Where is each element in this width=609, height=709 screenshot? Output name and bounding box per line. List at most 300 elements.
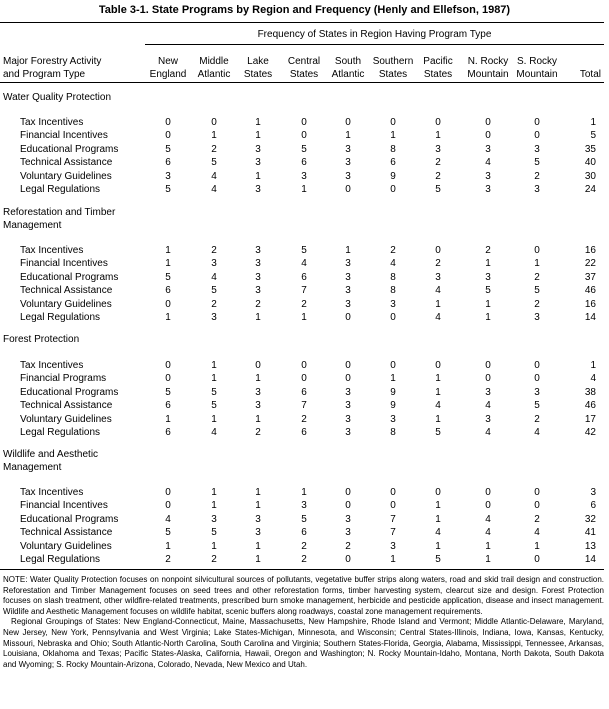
table-cell: 1 xyxy=(211,500,217,512)
column-header-line: States xyxy=(243,69,273,80)
table-cell: 0 xyxy=(435,245,441,256)
table-cell: 2 xyxy=(534,170,540,182)
table-cell: 1 xyxy=(485,312,491,323)
table-cell: 8 xyxy=(390,143,396,155)
table-cell: 0 xyxy=(345,360,351,371)
table-cell: 8 xyxy=(390,285,396,297)
table-row xyxy=(0,526,604,539)
table-cell: 7 xyxy=(390,513,396,525)
table-cell: 3 xyxy=(255,271,261,283)
first-column-header xyxy=(3,55,101,81)
total-cell: 38 xyxy=(584,386,596,398)
table-cell: 1 xyxy=(165,413,171,425)
total-cell: 3 xyxy=(590,487,596,498)
table-cell: 3 xyxy=(255,527,261,539)
table-row xyxy=(0,386,604,399)
table-cell: 0 xyxy=(345,184,351,195)
table-cell: 6 xyxy=(165,400,171,412)
table-cell: 1 xyxy=(211,130,217,142)
table-cell: 5 xyxy=(301,245,307,256)
table-cell: 0 xyxy=(390,500,396,512)
program-type-label: Technical Assistance xyxy=(20,157,113,169)
table-cell: 0 xyxy=(255,360,261,371)
first-column-header-line: and Program Type xyxy=(3,69,86,80)
table-cell: 2 xyxy=(435,170,441,182)
table-row xyxy=(0,183,604,196)
top-rule xyxy=(0,22,604,23)
table-cell: 1 xyxy=(485,258,491,270)
table-cell: 4 xyxy=(435,312,441,323)
table-cell: 5 xyxy=(301,143,307,155)
section-title xyxy=(3,206,115,232)
table-cell: 1 xyxy=(211,373,217,385)
table-cell: 5 xyxy=(435,427,441,438)
program-type-label: Technical Assistance xyxy=(20,400,113,412)
table-cell: 0 xyxy=(485,487,491,498)
table-cell: 6 xyxy=(165,427,171,438)
program-type-label: Technical Assistance xyxy=(20,527,113,539)
table-cell: 3 xyxy=(165,170,171,182)
table-cell: 2 xyxy=(211,143,217,155)
program-type-label: Financial Programs xyxy=(20,373,107,385)
table-cell: 0 xyxy=(345,312,351,323)
table-cell: 5 xyxy=(211,386,217,398)
column-header-line: Lake xyxy=(247,56,269,67)
table-cell: 0 xyxy=(165,487,171,498)
column-header xyxy=(467,55,508,81)
total-cell: 5 xyxy=(590,130,596,142)
total-cell: 14 xyxy=(584,554,596,565)
table-cell: 6 xyxy=(165,157,171,169)
table-cell: 3 xyxy=(485,386,491,398)
table-row xyxy=(0,298,604,311)
table-cell: 8 xyxy=(390,271,396,283)
table-cell: 0 xyxy=(301,117,307,128)
table-cell: 1 xyxy=(211,413,217,425)
table-cell: 7 xyxy=(301,285,307,297)
table-cell: 1 xyxy=(345,130,351,142)
column-header-line: Mountain xyxy=(516,69,558,80)
column-header-line: Southern xyxy=(372,56,414,67)
table-cell: 1 xyxy=(435,500,441,512)
column-header xyxy=(373,55,414,81)
total-cell: 6 xyxy=(590,500,596,512)
table-cell: 0 xyxy=(534,554,540,565)
section-title xyxy=(3,91,111,104)
program-type-label: Voluntary Guidelines xyxy=(20,298,112,310)
table-cell: 1 xyxy=(211,540,217,552)
table-cell: 1 xyxy=(435,298,441,310)
table-cell: 0 xyxy=(165,360,171,371)
table-cell: 0 xyxy=(534,500,540,512)
table-cell: 3 xyxy=(534,312,540,323)
total-cell: 32 xyxy=(584,513,596,525)
column-header-line: Pacific xyxy=(423,56,453,67)
table-cell: 0 xyxy=(485,500,491,512)
table-cell: 2 xyxy=(485,245,491,256)
program-type-label: Legal Regulations xyxy=(20,427,101,438)
table-cell: 3 xyxy=(534,143,540,155)
table-cell: 1 xyxy=(485,554,491,565)
table-cell: 1 xyxy=(211,360,217,371)
column-header-line: S. Rocky xyxy=(516,56,558,67)
table-cell: 3 xyxy=(345,157,351,169)
total-cell: 16 xyxy=(584,298,596,310)
total-cell: 41 xyxy=(584,527,596,539)
table-cell: 1 xyxy=(255,554,261,565)
table-cell: 1 xyxy=(435,386,441,398)
program-type-label: Voluntary Guidelines xyxy=(20,170,112,182)
table-cell: 4 xyxy=(485,400,491,412)
table-cell: 6 xyxy=(301,386,307,398)
table-cell: 6 xyxy=(301,157,307,169)
table-cell: 6 xyxy=(301,527,307,539)
table-cell: 3 xyxy=(255,285,261,297)
table-cell: 0 xyxy=(165,500,171,512)
table-cell: 1 xyxy=(435,540,441,552)
table-cell: 3 xyxy=(534,386,540,398)
table-cell: 3 xyxy=(485,170,491,182)
table-cell: 5 xyxy=(211,400,217,412)
table-cell: 4 xyxy=(435,285,441,297)
table-cell: 0 xyxy=(301,130,307,142)
table-cell: 0 xyxy=(534,245,540,256)
table-cell: 4 xyxy=(534,427,540,438)
section-title-line: Management xyxy=(3,462,62,473)
table-cell: 1 xyxy=(390,554,396,565)
table-cell: 1 xyxy=(255,373,261,385)
table-cell: 3 xyxy=(345,285,351,297)
table-cell: 1 xyxy=(255,487,261,498)
table-cell: 5 xyxy=(485,285,491,297)
total-cell: 22 xyxy=(584,258,596,270)
table-cell: 3 xyxy=(390,413,396,425)
table-cell: 4 xyxy=(211,271,217,283)
program-type-label: Tax Incentives xyxy=(20,360,84,371)
table-cell: 5 xyxy=(165,386,171,398)
table-cell: 1 xyxy=(390,373,396,385)
table-row xyxy=(0,129,604,142)
table-cell: 0 xyxy=(165,373,171,385)
program-type-label: Legal Regulations xyxy=(20,554,101,565)
program-type-label: Legal Regulations xyxy=(20,312,101,323)
table-cell: 4 xyxy=(301,258,307,270)
total-cell: 24 xyxy=(584,184,596,195)
section-title xyxy=(3,448,98,474)
bottom-rule xyxy=(0,569,604,570)
total-cell: 17 xyxy=(584,413,596,425)
table-cell: 0 xyxy=(534,117,540,128)
total-cell: 1 xyxy=(590,117,596,128)
column-header-line: Middle xyxy=(199,56,229,67)
table-cell: 3 xyxy=(255,143,261,155)
table-cell: 0 xyxy=(390,312,396,323)
table-cell: 6 xyxy=(301,271,307,283)
table-row xyxy=(0,143,604,156)
table-cell: 1 xyxy=(534,540,540,552)
column-header xyxy=(244,55,272,81)
total-cell: 40 xyxy=(584,157,596,169)
table-cell: 3 xyxy=(211,258,217,270)
total-cell: 14 xyxy=(584,312,596,323)
program-type-label: Educational Programs xyxy=(20,143,119,155)
table-cell: 0 xyxy=(345,373,351,385)
table-cell: 0 xyxy=(165,298,171,310)
table-cell: 4 xyxy=(485,427,491,438)
table-cell: 0 xyxy=(345,554,351,565)
table-cell: 4 xyxy=(534,527,540,539)
column-header-line: Central xyxy=(287,56,321,67)
regional-groupings-text: Regional Groupings of States: New England-Connecticut, Maine, Massachusetts, New Hampshire, Rhode Island and Vermont; Middle Atlantic-Delaware, Maryland, New Jersey, New York, Pennsylvania and West Virginia; Lake States-Michigan, Minnesota, and Wisconsin; Central States-Illinois, Indiana, Iowa, Kansas, Kentucky, Missouri, Nebraska and Ohio; South Atlantic-North Carolina, South Carolina and Virginia; Southern States-Florida, Georgia, Alabama, Mississippi, Tennessee, Arkansas, Louisiana, Oklahoma and Texas; Pacific States-Alaska, California, Hawaii, Oregon and Washington; N. Rocky Mountain-Idaho, Montana, North Dakota, South Dakota and Wyoming; S. Rocky Mountain-Arizona, Colorado, Nevada, New Mexico and Utah. xyxy=(3,617,604,669)
table-cell: 2 xyxy=(345,540,351,552)
table-cell: 1 xyxy=(435,373,441,385)
table-cell: 0 xyxy=(485,360,491,371)
table-cell: 6 xyxy=(301,427,307,438)
section-title xyxy=(3,333,79,346)
table-cell: 0 xyxy=(301,373,307,385)
section-title-line: Reforestation and Timber xyxy=(3,207,116,218)
first-column-header-line: Major Forestry Activity xyxy=(3,56,102,67)
column-header xyxy=(288,55,320,81)
column-header-line: N. Rocky xyxy=(467,56,509,67)
table-cell: 2 xyxy=(211,245,217,256)
table-cell: 3 xyxy=(345,386,351,398)
column-header-line: Atlantic xyxy=(197,69,231,80)
table-cell: 5 xyxy=(165,527,171,539)
table-cell: 3 xyxy=(485,413,491,425)
table-cell: 1 xyxy=(301,184,307,195)
table-row xyxy=(0,311,604,324)
program-type-label: Educational Programs xyxy=(20,386,119,398)
section-title-line: Water Quality Protection xyxy=(3,92,112,103)
table-cell: 5 xyxy=(165,143,171,155)
table-cell: 0 xyxy=(534,130,540,142)
table-cell: 3 xyxy=(345,143,351,155)
table-cell: 1 xyxy=(255,500,261,512)
column-header-line: States xyxy=(423,69,453,80)
table-cell: 3 xyxy=(255,258,261,270)
table-cell: 0 xyxy=(390,487,396,498)
table-cell: 4 xyxy=(485,513,491,525)
table-row xyxy=(0,513,604,526)
section-title-line: Management xyxy=(3,220,62,231)
program-type-label: Voluntary Guidelines xyxy=(20,413,112,425)
table-cell: 5 xyxy=(165,271,171,283)
table-cell: 0 xyxy=(485,130,491,142)
table-cell: 3 xyxy=(345,298,351,310)
program-type-label: Financial Incentives xyxy=(20,258,108,270)
table-title: Table 3-1. State Programs by Region and Frequency (Henly and Ellefson, 1987) xyxy=(98,4,511,16)
table-cell: 4 xyxy=(435,527,441,539)
header-rule xyxy=(0,82,604,83)
table-cell: 3 xyxy=(255,184,261,195)
table-row xyxy=(0,284,604,297)
column-header-line: New xyxy=(157,56,179,67)
table-cell: 2 xyxy=(534,513,540,525)
table-cell: 3 xyxy=(255,400,261,412)
table-cell: 5 xyxy=(211,527,217,539)
table-cell: 0 xyxy=(345,500,351,512)
table-cell: 3 xyxy=(301,500,307,512)
table-cell: 3 xyxy=(345,427,351,438)
table-cell: 3 xyxy=(435,143,441,155)
table-cell: 0 xyxy=(301,360,307,371)
column-header xyxy=(423,55,452,81)
program-type-label: Technical Assistance xyxy=(20,285,113,297)
table-cell: 2 xyxy=(301,413,307,425)
table-cell: 2 xyxy=(301,298,307,310)
table-cell: 0 xyxy=(390,360,396,371)
table-cell: 7 xyxy=(301,400,307,412)
program-type-label: Financial Incentives xyxy=(20,500,108,512)
table-cell: 3 xyxy=(345,413,351,425)
table-cell: 1 xyxy=(165,258,171,270)
table-cell: 3 xyxy=(301,170,307,182)
column-header-line: Atlantic xyxy=(331,69,365,80)
table-cell: 0 xyxy=(435,487,441,498)
table-cell: 5 xyxy=(435,554,441,565)
table-cell: 3 xyxy=(345,527,351,539)
table-row xyxy=(0,257,604,270)
table-row xyxy=(0,540,604,553)
table-cell: 0 xyxy=(534,487,540,498)
total-cell: 4 xyxy=(590,373,596,385)
table-cell: 3 xyxy=(390,298,396,310)
table-cell: 5 xyxy=(301,513,307,525)
table-cell: 0 xyxy=(390,184,396,195)
table-cell: 5 xyxy=(534,400,540,412)
total-cell: 1 xyxy=(590,360,596,371)
table-cell: 5 xyxy=(211,157,217,169)
table-cell: 2 xyxy=(301,554,307,565)
table-cell: 0 xyxy=(534,373,540,385)
table-row xyxy=(0,553,604,566)
table-cell: 0 xyxy=(435,360,441,371)
column-header-line: States xyxy=(378,69,408,80)
table-cell: 3 xyxy=(345,258,351,270)
table-row xyxy=(0,399,604,412)
table-cell: 1 xyxy=(301,312,307,323)
table-cell: 5 xyxy=(165,184,171,195)
table-cell: 2 xyxy=(255,298,261,310)
table-row xyxy=(0,271,604,284)
table-cell: 1 xyxy=(255,312,261,323)
table-row xyxy=(0,413,604,426)
table-cell: 0 xyxy=(390,117,396,128)
column-header-line: England xyxy=(149,69,187,80)
total-cell: 35 xyxy=(584,143,596,155)
table-cell: 9 xyxy=(390,400,396,412)
table-cell: 4 xyxy=(165,513,171,525)
table-cell: 1 xyxy=(255,170,261,182)
table-cell: 3 xyxy=(255,157,261,169)
table-cell: 3 xyxy=(345,170,351,182)
table-cell: 0 xyxy=(534,360,540,371)
table-row xyxy=(0,426,604,439)
table-cell: 0 xyxy=(485,373,491,385)
table-cell: 2 xyxy=(165,554,171,565)
table-cell: 1 xyxy=(534,258,540,270)
table-row xyxy=(0,359,604,372)
table-cell: 2 xyxy=(534,413,540,425)
column-header-line: South xyxy=(334,56,362,67)
table-cell: 6 xyxy=(165,285,171,297)
table-cell: 2 xyxy=(211,554,217,565)
table-row xyxy=(0,499,604,512)
table-cell: 6 xyxy=(390,157,396,169)
table-cell: 1 xyxy=(390,130,396,142)
table-cell: 0 xyxy=(165,117,171,128)
program-type-label: Educational Programs xyxy=(20,513,119,525)
table-cell: 1 xyxy=(255,117,261,128)
table-cell: 1 xyxy=(211,487,217,498)
column-header xyxy=(150,55,187,81)
table-cell: 0 xyxy=(345,117,351,128)
table-cell: 1 xyxy=(255,413,261,425)
total-header: Total xyxy=(579,69,601,80)
program-type-label: Educational Programs xyxy=(20,271,119,283)
table-cell: 3 xyxy=(485,143,491,155)
table-note xyxy=(3,575,604,670)
table-cell: 4 xyxy=(485,157,491,169)
note-text: NOTE: Water Quality Protection focuses on nonpoint silvicultural sources of pollutants, vegetative buffer strips along waters, road and skid trail design and construction. Reforestation and Timber Management focuses on seed trees and other reforestation forms, timber harvesting system, clearcut size and design. Forest Protection focuses on slash treatment, other wildfire-related treatments, prescribed burn smoke management, herbicide and pesticide application, disease and insect management. Wildlife and Aesthetic Management focuses on wildlife habitat, scenic buffers along roadways, coastal zone management requirements. xyxy=(3,575,604,616)
program-type-label: Tax Incentives xyxy=(20,487,84,498)
table-cell: 3 xyxy=(345,400,351,412)
column-header xyxy=(516,55,557,81)
table-cell: 3 xyxy=(255,386,261,398)
table-cell: 1 xyxy=(485,540,491,552)
table-cell: 1 xyxy=(435,513,441,525)
table-cell: 3 xyxy=(211,513,217,525)
table-cell: 0 xyxy=(435,117,441,128)
table-cell: 3 xyxy=(390,540,396,552)
column-header xyxy=(198,55,231,81)
table-cell: 4 xyxy=(390,258,396,270)
table-cell: 3 xyxy=(255,245,261,256)
table-cell: 3 xyxy=(345,513,351,525)
table-cell: 8 xyxy=(390,427,396,438)
total-cell: 46 xyxy=(584,400,596,412)
span-header: Frequency of States in Region Having Program Type xyxy=(257,29,492,40)
table-row xyxy=(0,156,604,169)
table-cell: 4 xyxy=(211,427,217,438)
table-cell: 1 xyxy=(255,130,261,142)
table-cell: 9 xyxy=(390,170,396,182)
table-cell: 5 xyxy=(211,285,217,297)
table-cell: 0 xyxy=(345,487,351,498)
table-cell: 2 xyxy=(390,245,396,256)
program-type-label: Voluntary Guidelines xyxy=(20,540,112,552)
table-cell: 3 xyxy=(345,271,351,283)
table-cell: 9 xyxy=(390,386,396,398)
table-row xyxy=(0,170,604,183)
table-cell: 1 xyxy=(165,245,171,256)
table-cell: 0 xyxy=(485,117,491,128)
table-cell: 3 xyxy=(211,312,217,323)
section-title-line: Wildlife and Aesthetic xyxy=(3,449,99,460)
total-cell: 37 xyxy=(584,271,596,283)
table-cell: 3 xyxy=(255,513,261,525)
table-cell: 1 xyxy=(255,540,261,552)
table-cell: 2 xyxy=(534,271,540,283)
table-cell: 1 xyxy=(165,540,171,552)
table-cell: 2 xyxy=(534,298,540,310)
table-cell: 5 xyxy=(435,184,441,195)
table-row xyxy=(0,244,604,257)
table-cell: 4 xyxy=(435,400,441,412)
program-type-label: Tax Incentives xyxy=(20,245,84,256)
total-cell: 42 xyxy=(584,427,596,438)
